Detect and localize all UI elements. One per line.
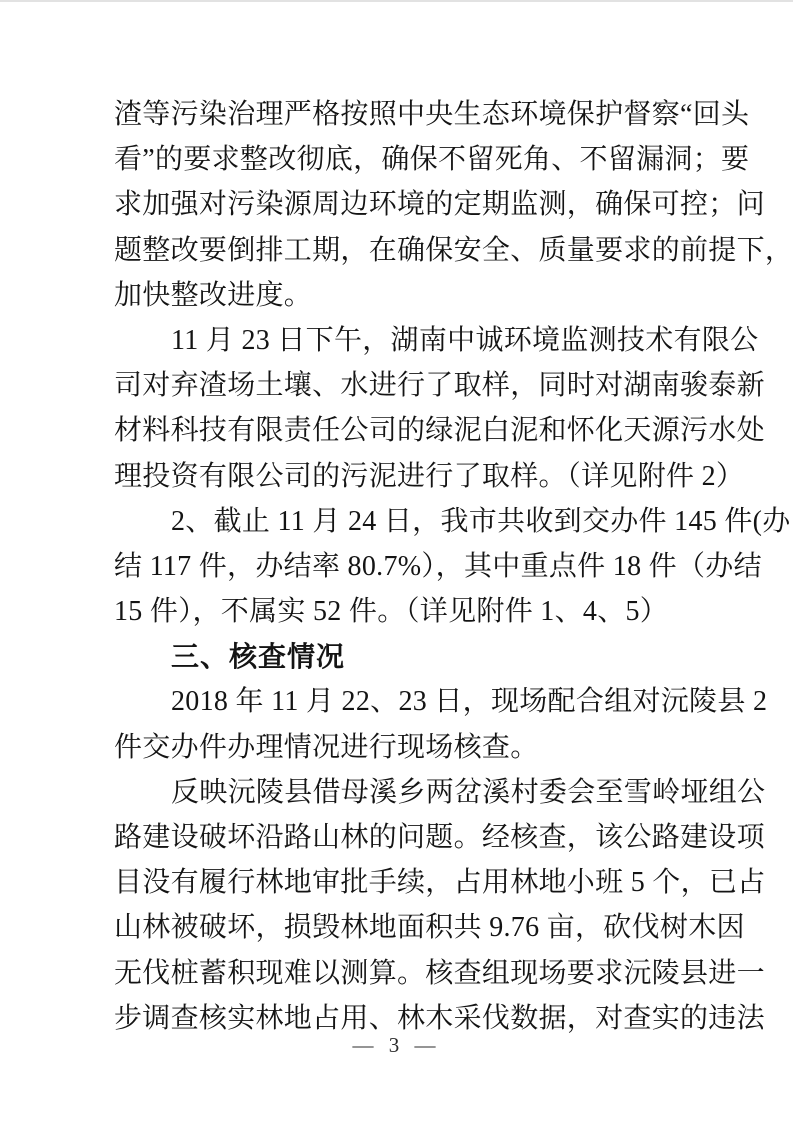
text-line: 11 月 23 日下午，湖南中诚环境监测技术有限公	[171, 324, 759, 356]
text-line: 目没有履行林地审批手续，占用林地小班 5 个，已占	[114, 867, 766, 899]
text-line: 件交办件办理情况进行现场核查。	[114, 731, 539, 763]
text-line: 司对弃渣场土壤、水进行了取样，同时对湖南骏泰新	[114, 370, 765, 402]
text-line: 结 117 件，办结率 80.7%），其中重点件 18 件（办结	[114, 550, 762, 582]
text-line: 路建设破坏沿路山林的问题。经核查，该公路建设项	[114, 822, 765, 853]
text-line: 2018 年 11 月 22、23 日，现场配合组对沅陵县 2	[171, 686, 768, 718]
section-heading: 三、核查情况	[171, 641, 346, 673]
text-line: 看”的要求整改彻底，确保不留死角、不留漏洞；要	[114, 144, 750, 176]
text-line: 求加强对污染源周边环境的定期监测，确保可控；问	[114, 189, 765, 221]
text-line: 渣等污染治理严格按照中央生态环境保护督察“回头	[114, 99, 750, 130]
document-body	[114, 92, 793, 1041]
text-line: 步调查核实林地占用、林木采伐数据，对查实的违法	[114, 1002, 765, 1034]
text-line: 材料科技有限责任公司的绿泥白泥和怀化天源污水处	[114, 415, 765, 447]
text-line: 山林被破坏，损毁林地面积共 9.76 亩，砍伐树木因	[114, 912, 745, 944]
text-line: 2、截止 11 月 24 日，我市共收到交办件 145 件(办	[171, 505, 791, 537]
text-line: 反映沅陵县借母溪乡两岔溪村委会至雪岭垭组公	[171, 776, 766, 808]
text-line: 理投资有限公司的污泥进行了取样。（详见附件 2）	[114, 460, 745, 492]
page-number: — 3 —	[352, 1033, 441, 1057]
text-line: 加快整改进度。	[114, 279, 313, 311]
text-line: 无伐桩蓄积现难以测算。核查组现场要求沅陵县进一	[114, 957, 765, 989]
text-line: 题整改要倒排工期，在确保安全、质量要求的前提下，	[114, 234, 793, 266]
text-line: 15 件），不属实 52 件。（详见附件 1、4、5）	[114, 596, 669, 628]
